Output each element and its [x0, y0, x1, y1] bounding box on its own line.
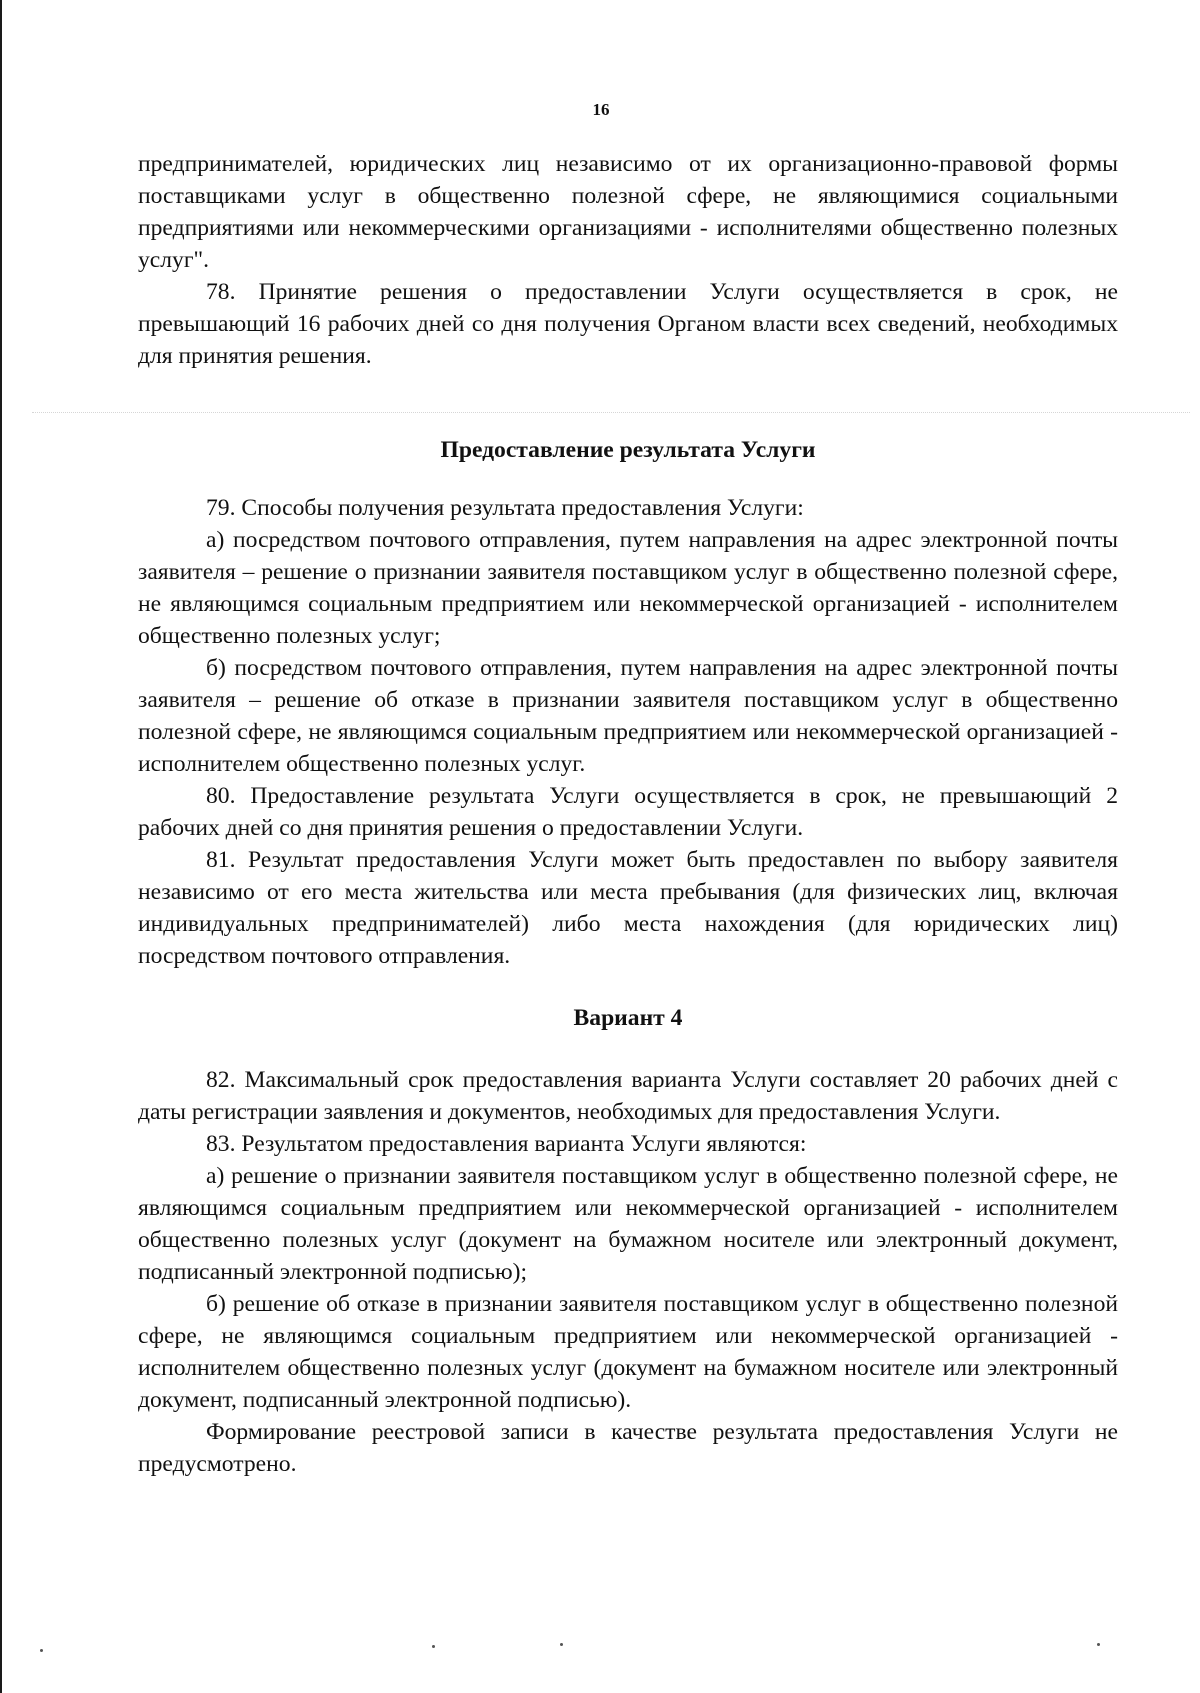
- paragraph-79-a: а) посредством почтового отправления, путем направления на адрес электронной почты заявителя – решение о признании заявителя поставщиком услуг в общественно полезной сфере, не являющимся социальным предприятием или некоммерческой организацией - исполнителем общественно полезных услуг;: [138, 527, 1118, 649]
- section-title-variant-4: Вариант 4: [573, 1005, 683, 1031]
- scan-dot: [40, 1649, 43, 1652]
- page-number: 16: [592, 100, 610, 119]
- document-body: [138, 148, 1118, 1480]
- paragraph-83: 83. Результатом предоставления варианта Услуги являются:: [206, 1131, 807, 1157]
- paragraph-80: 80. Предоставление результата Услуги осуществляется в срок, не превышающий 2 рабочих дней со дня принятия решения о предоставлении Услуги.: [138, 783, 1118, 841]
- scan-dot: [560, 1643, 563, 1646]
- paragraph-registry-note: Формирование реестровой записи в качестве результата предоставления Услуги не предусмотрено.: [138, 1419, 1118, 1477]
- paragraph-79: 79. Способы получения результата предоставления Услуги:: [206, 495, 804, 521]
- section-title-result: Предоставление результата Услуги: [440, 437, 816, 463]
- paragraph-83-b: б) решение об отказе в признании заявителя поставщиком услуг в общественно полезной сфере, не являющимся социальным предприятием или некоммерческой организацией - исполнителем общественно полезных услуг (документ на бумажном носителе или электронный документ, подписанный электронной подписью).: [138, 1291, 1118, 1413]
- paragraph-82: 82. Максимальный срок предоставления варианта Услуги составляет 20 рабочих дней с даты регистрации заявления и документов, необходимых для предоставления Услуги.: [138, 1067, 1118, 1125]
- scan-artifact-marks: [2, 1641, 1200, 1681]
- paragraph-79-b: б) посредством почтового отправления, путем направления на адрес электронной почты заявителя – решение об отказе в признании заявителя поставщиком услуг в общественно полезной сфере, не являющимся социальным предприятием или некоммерческой организацией - исполнителем общественно полезных услуг.: [138, 655, 1118, 777]
- paragraph-continuation: предпринимателей, юридических лиц независимо от их организационно-правовой формы поставщиками услуг в общественно полезной сфере, не являющимися социальными предприятиями или некоммерческими организациями - исполнителями общественно полезных услуг".: [138, 151, 1118, 273]
- paragraph-83-a: а) решение о признании заявителя поставщиком услуг в общественно полезной сфере, не являющимся социальным предприятием или некоммерческой организацией - исполнителем общественно полезных услуг (документ на бумажном носителе или электронный документ, подписанный электронной подписью);: [138, 1163, 1118, 1285]
- scan-dot: [432, 1645, 435, 1648]
- paragraph-78: 78. Принятие решения о предоставлении Услуги осуществляется в срок, не превышающий 16 рабочих дней со дня получения Органом власти всех сведений, необходимых для принятия решения.: [138, 279, 1118, 369]
- paragraph-81: 81. Результат предоставления Услуги может быть предоставлен по выбору заявителя независимо от его места жительства или места пребывания (для физических лиц, включая индивидуальных предпринимателей) либо места нахождения (для юридических лиц) посредством почтового отправления.: [138, 847, 1118, 969]
- scan-dot: [1097, 1643, 1100, 1646]
